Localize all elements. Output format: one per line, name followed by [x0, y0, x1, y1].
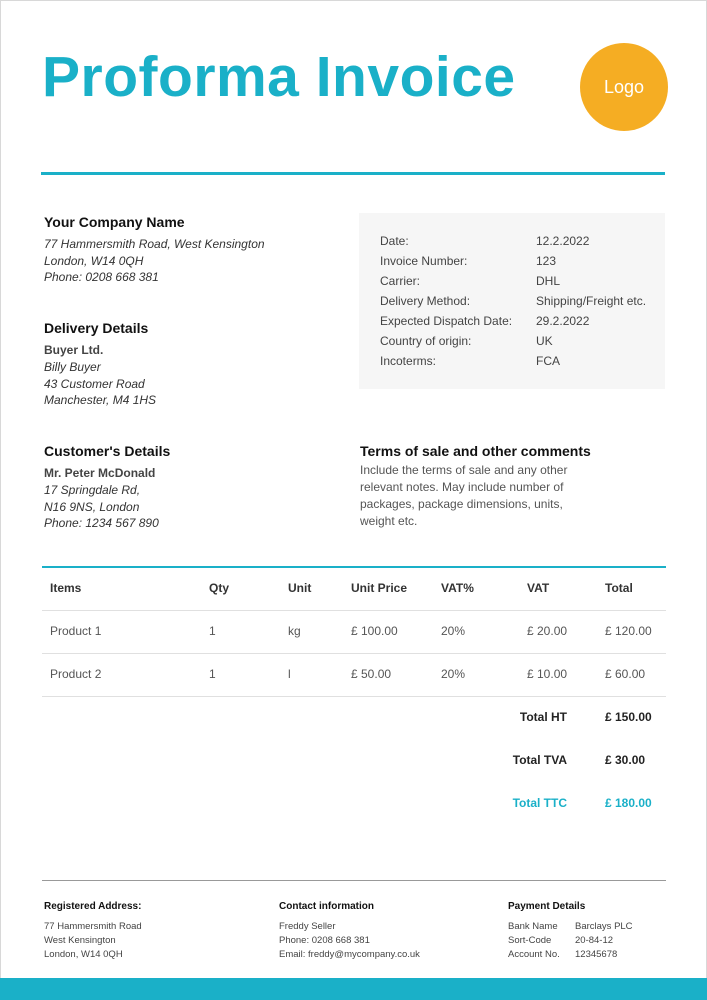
- registered-line-1: 77 Hammersmith Road: [44, 921, 142, 932]
- cell-qty: 1: [209, 624, 216, 638]
- delivery-address-1: 43 Customer Road: [44, 376, 145, 391]
- company-logo: [580, 43, 668, 131]
- customer-phone: Phone: 1234 567 890: [44, 516, 159, 530]
- col-header-qty: Qty: [209, 581, 230, 595]
- footer-payment-details: [508, 901, 633, 962]
- bank-value: Barclays PLC: [575, 921, 633, 932]
- cell-unit-price: £ 100.00: [351, 624, 398, 638]
- cell-item: Product 1: [50, 624, 102, 638]
- info-value: 123: [536, 254, 557, 268]
- cell-vat-percent: 20%: [441, 667, 466, 681]
- cell-total: £ 60.00: [605, 667, 646, 681]
- info-label: Expected Dispatch Date:: [380, 314, 513, 328]
- invoice-info-box: [359, 213, 665, 389]
- page-title: Proforma Invoice: [42, 45, 516, 109]
- col-header-total: Total: [605, 581, 633, 595]
- cell-vat: £ 20.00: [527, 624, 568, 638]
- info-value: UK: [536, 334, 553, 348]
- cell-vat-percent: 20%: [441, 624, 466, 638]
- payment-heading: Payment Details: [508, 901, 586, 912]
- terms-text: Include the terms of sale and any other relevant notes. May include number of packages, package dimensions, units, weight etc.: [360, 463, 568, 528]
- contact-name: Freddy Seller: [279, 921, 336, 932]
- payment-bank-row: [508, 920, 633, 934]
- registered-heading: Registered Address:: [44, 901, 142, 912]
- table-top-rule: [42, 566, 666, 568]
- info-value: 29.2.2022: [536, 314, 590, 328]
- contact-email: Email: freddy@mycompany.co.uk: [279, 949, 420, 960]
- cell-total: £ 120.00: [605, 624, 652, 638]
- delivery-company: Buyer Ltd.: [44, 343, 104, 357]
- row-divider: [42, 610, 666, 611]
- col-header-items: Items: [50, 581, 82, 595]
- customer-heading: Customer's Details: [44, 443, 171, 459]
- company-phone: Phone: 0208 668 381: [44, 270, 159, 284]
- customer-address-2: N16 9NS, London: [44, 499, 140, 514]
- row-divider: [42, 696, 666, 697]
- info-label: Country of origin:: [380, 334, 472, 348]
- logo-label: Logo: [603, 76, 645, 97]
- delivery-block: [44, 320, 156, 409]
- delivery-heading: Delivery Details: [44, 320, 149, 336]
- contact-heading: Contact information: [279, 901, 374, 912]
- company-address-2: London, W14 0QH: [44, 253, 144, 268]
- cell-qty: 1: [209, 667, 216, 681]
- info-label: Date:: [380, 234, 409, 248]
- customer-block: [44, 443, 170, 532]
- col-header-unit-price: Unit Price: [351, 581, 408, 595]
- cell-item: Product 2: [50, 667, 102, 681]
- terms-block: [360, 443, 591, 530]
- info-value: Shipping/Freight etc.: [536, 294, 647, 308]
- total-ht-label: Total HT: [519, 710, 567, 724]
- cell-vat: £ 10.00: [527, 667, 568, 681]
- info-label: Carrier:: [380, 274, 421, 288]
- company-address-1: 77 Hammersmith Road, West Kensington: [44, 237, 265, 251]
- footer-accent-bar: [0, 978, 707, 1000]
- terms-heading: Terms of sale and other comments: [360, 443, 591, 459]
- delivery-address-2: Manchester, M4 1HS: [44, 393, 157, 407]
- payment-sort-row: [508, 934, 633, 948]
- total-ttc-label: Total TTC: [512, 796, 567, 810]
- col-header-vat-percent: VAT%: [441, 581, 474, 595]
- footer-divider: [42, 880, 666, 881]
- company-block: [44, 214, 265, 286]
- total-tva-value: £ 30.00: [605, 753, 646, 767]
- customer-address-1: 17 Springdale Rd,: [44, 483, 141, 497]
- sort-code-label: Sort-Code: [508, 935, 552, 946]
- info-label: Invoice Number:: [380, 254, 468, 268]
- cell-unit: kg: [288, 624, 301, 638]
- col-header-vat: VAT: [527, 581, 550, 595]
- cell-unit: l: [288, 667, 291, 681]
- cell-unit-price: £ 50.00: [351, 667, 392, 681]
- info-label: Delivery Method:: [380, 294, 471, 308]
- contact-phone: Phone: 0208 668 381: [279, 935, 370, 946]
- account-label: Account No.: [508, 949, 560, 960]
- payment-account-row: [508, 948, 633, 962]
- account-value: 12345678: [575, 949, 618, 960]
- bank-label: Bank Name: [508, 921, 558, 932]
- registered-line-3: London, W14 0QH: [44, 949, 123, 960]
- registered-line-2: West Kensington: [44, 935, 116, 946]
- info-label: Incoterms:: [380, 354, 437, 368]
- row-divider: [42, 653, 666, 654]
- footer-registered-address: [44, 901, 142, 962]
- footer-contact-info: [279, 901, 420, 962]
- info-value: DHL: [536, 274, 561, 288]
- header-divider: [41, 172, 665, 175]
- total-ht-value: £ 150.00: [605, 710, 652, 724]
- total-tva-label: Total TVA: [512, 753, 567, 767]
- col-header-unit: Unit: [288, 581, 312, 595]
- delivery-name: Billy Buyer: [44, 360, 101, 374]
- total-ttc-value: £ 180.00: [605, 796, 652, 810]
- company-name: Your Company Name: [44, 214, 185, 230]
- sort-code-value: 20-84-12: [575, 935, 614, 946]
- info-value: FCA: [536, 354, 560, 368]
- customer-name: Mr. Peter McDonald: [44, 466, 156, 480]
- info-value: 12.2.2022: [536, 234, 590, 248]
